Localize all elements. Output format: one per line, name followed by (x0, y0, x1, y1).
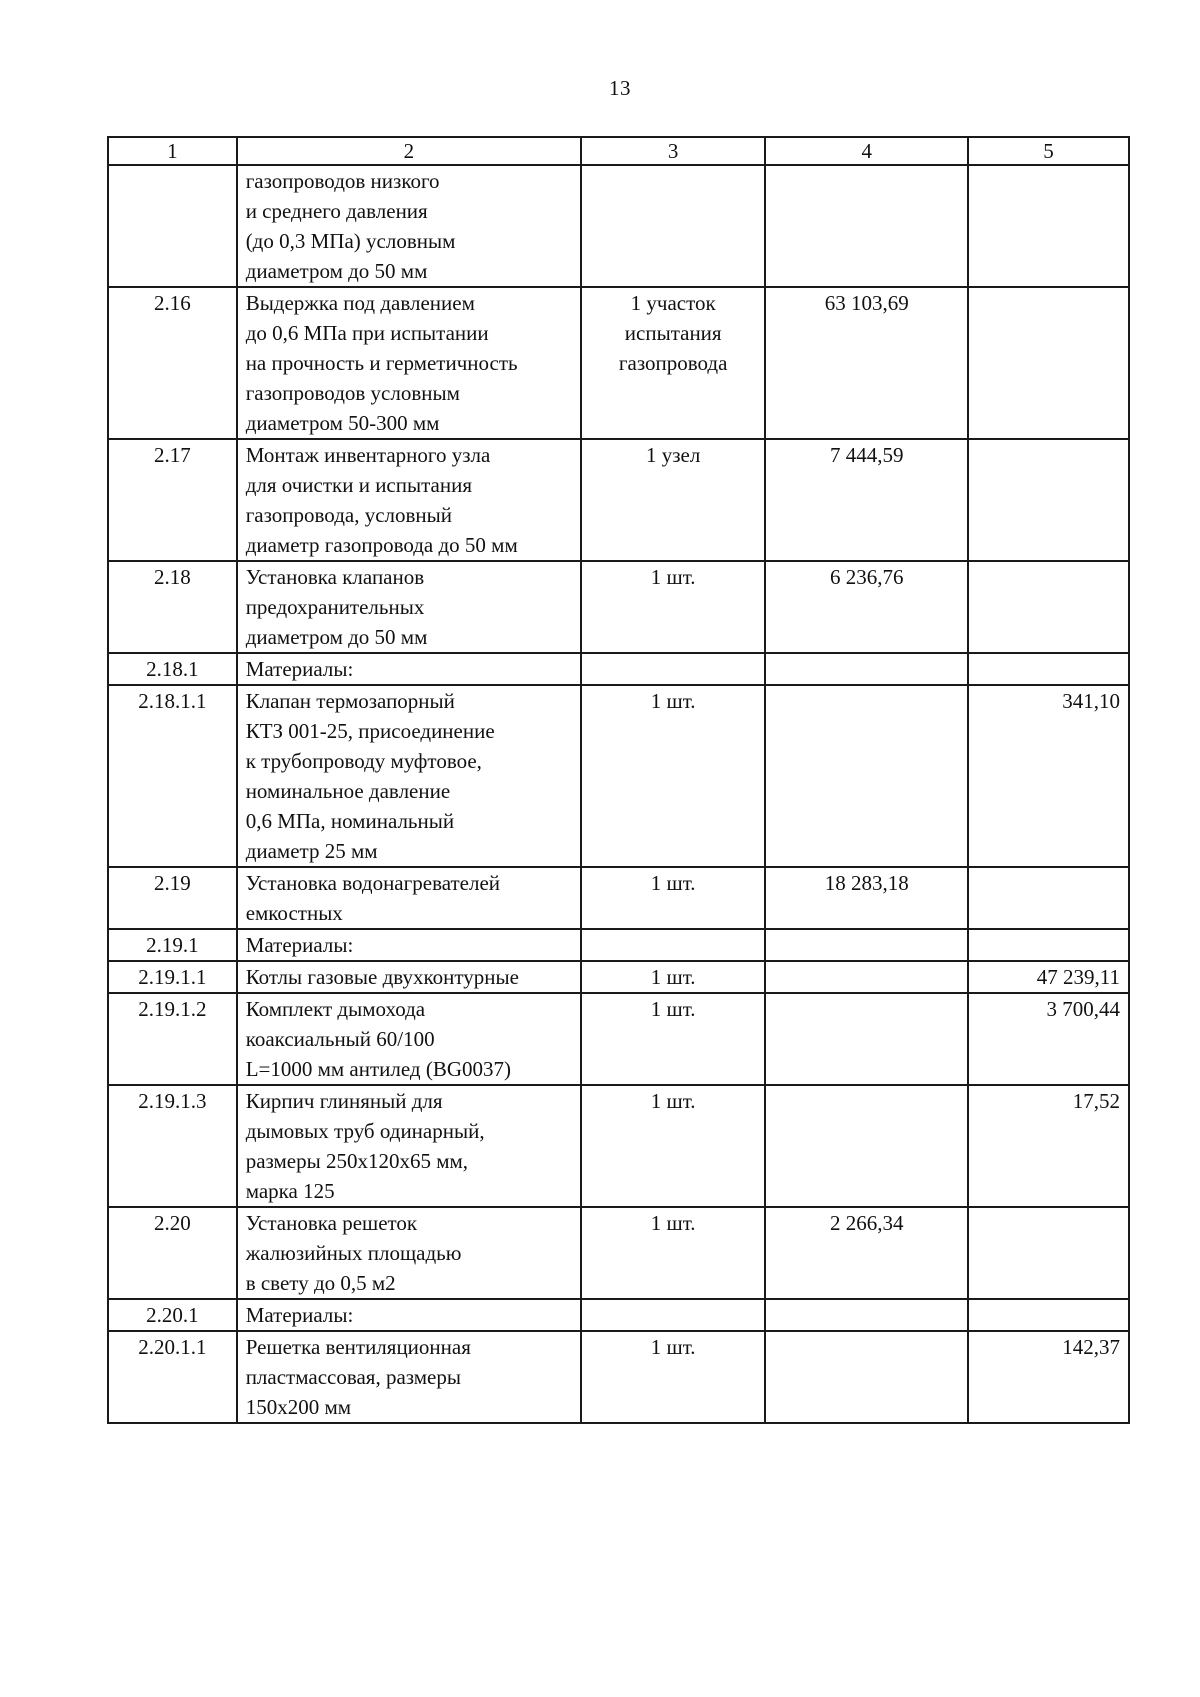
row-price (765, 1299, 968, 1331)
description-line: емкостных (245, 901, 343, 925)
row-description (237, 561, 581, 653)
unit-line: 1 шт. (650, 689, 696, 713)
row-price: 6 236,76 (765, 561, 968, 653)
row-unit (581, 439, 765, 561)
column-header: 5 (968, 137, 1129, 165)
description-line: диаметр газопровода до 50 мм (245, 533, 518, 557)
table-body (108, 165, 1129, 1423)
table-row (108, 685, 1129, 867)
row-unit (581, 561, 765, 653)
column-header: 3 (581, 137, 765, 165)
description-line: размеры 250x120x65 мм, (245, 1149, 469, 1173)
row-description (237, 685, 581, 867)
description-line: для очистки и испытания (245, 473, 472, 497)
unit-line: 1 узел (646, 443, 701, 467)
table-row (108, 439, 1129, 561)
description-line: 0,6 МПа, номинальный (245, 809, 455, 833)
row-number (108, 165, 237, 287)
unit-line: 1 шт. (650, 997, 696, 1021)
page-number: 13 (609, 76, 631, 100)
description-line: Установка водонагревателей (245, 871, 501, 895)
description-line: Выдержка под давлением (245, 291, 475, 315)
description-line: Материалы: (245, 933, 354, 957)
row-unit (581, 867, 765, 929)
row-price (765, 929, 968, 961)
row-number: 2.18.1.1 (108, 685, 237, 867)
row-material-price: 3 700,44 (968, 993, 1129, 1085)
description-line: Установка решеток (245, 1211, 418, 1235)
column-header: 4 (765, 137, 968, 165)
row-unit (581, 961, 765, 993)
description-line: диаметром до 50 мм (245, 259, 428, 283)
description-line: предохранительных (245, 595, 425, 619)
row-number: 2.20.1 (108, 1299, 237, 1331)
row-price (765, 1085, 968, 1207)
row-material-price (968, 165, 1129, 287)
row-number: 2.19.1.1 (108, 961, 237, 993)
description-line: номинальное давление (245, 779, 451, 803)
row-number: 2.20 (108, 1207, 237, 1299)
row-unit (581, 653, 765, 685)
row-price (765, 685, 968, 867)
table-row (108, 961, 1129, 993)
row-unit (581, 165, 765, 287)
row-description (237, 439, 581, 561)
row-description (237, 1299, 581, 1331)
row-description (237, 1085, 581, 1207)
row-description (237, 993, 581, 1085)
unit-line: 1 участок (630, 291, 716, 315)
table-row (108, 165, 1129, 287)
row-number: 2.19 (108, 867, 237, 929)
row-unit (581, 1207, 765, 1299)
description-line: газопроводов условным (245, 381, 460, 405)
unit-line: 1 шт. (650, 871, 696, 895)
description-line: Клапан термозапорный (245, 689, 455, 713)
row-number: 2.17 (108, 439, 237, 561)
table-row (108, 561, 1129, 653)
unit-line: 1 шт. (650, 965, 696, 989)
row-price: 18 283,18 (765, 867, 968, 929)
row-number: 2.19.1.2 (108, 993, 237, 1085)
description-line: жалюзийных площадью (245, 1241, 462, 1265)
description-line: Котлы газовые двухконтурные (245, 965, 519, 989)
table-row (108, 653, 1129, 685)
row-unit (581, 1085, 765, 1207)
description-line: до 0,6 МПа при испытании (245, 321, 489, 345)
description-line: L=1000 мм антилед (BG0037) (245, 1057, 512, 1081)
row-description (237, 1331, 581, 1423)
description-line: пластмассовая, размеры (245, 1365, 461, 1389)
description-line: Материалы: (245, 657, 354, 681)
description-line: Кирпич глиняный для (245, 1089, 443, 1113)
row-description (237, 867, 581, 929)
table-row (108, 1331, 1129, 1423)
row-description (237, 1207, 581, 1299)
description-line: марка 125 (245, 1179, 335, 1203)
row-unit (581, 929, 765, 961)
description-line: газопровода, условный (245, 503, 453, 527)
unit-line: газопровода (618, 351, 728, 375)
table-row (108, 287, 1129, 439)
description-line: в свету до 0,5 м2 (245, 1271, 396, 1295)
description-line: Комплект дымохода (245, 997, 426, 1021)
row-number: 2.18 (108, 561, 237, 653)
table-row (108, 1207, 1129, 1299)
description-line: газопроводов низкого (245, 169, 440, 193)
table-row (108, 929, 1129, 961)
row-material-price (968, 653, 1129, 685)
row-material-price (968, 439, 1129, 561)
description-line: диаметром 50-300 мм (245, 411, 440, 435)
description-line: дымовых труб одинарный, (245, 1119, 485, 1143)
row-number: 2.20.1.1 (108, 1331, 237, 1423)
table-row (108, 867, 1129, 929)
row-number: 2.19.1.3 (108, 1085, 237, 1207)
row-price (765, 961, 968, 993)
row-unit (581, 287, 765, 439)
description-line: КТЗ 001-25, присоединение (245, 719, 495, 743)
column-header: 2 (237, 137, 581, 165)
table-row (108, 1299, 1129, 1331)
description-line: на прочность и герметичность (245, 351, 518, 375)
row-price: 7 444,59 (765, 439, 968, 561)
unit-line: 1 шт. (650, 1089, 696, 1113)
row-material-price (968, 867, 1129, 929)
description-line: диаметром до 50 мм (245, 625, 428, 649)
row-price (765, 653, 968, 685)
row-description (237, 929, 581, 961)
row-material-price (968, 561, 1129, 653)
row-price: 2 266,34 (765, 1207, 968, 1299)
row-material-price: 17,52 (968, 1085, 1129, 1207)
column-header: 1 (108, 137, 237, 165)
row-price (765, 1331, 968, 1423)
unit-line: 1 шт. (650, 1335, 696, 1359)
table-row (108, 993, 1129, 1085)
row-unit (581, 993, 765, 1085)
row-description (237, 287, 581, 439)
row-description (237, 165, 581, 287)
description-line: диаметр 25 мм (245, 839, 378, 863)
unit-line: испытания (624, 321, 722, 345)
row-material-price (968, 1207, 1129, 1299)
row-number: 2.19.1 (108, 929, 237, 961)
row-material-price: 341,10 (968, 685, 1129, 867)
row-price (765, 165, 968, 287)
row-material-price (968, 1299, 1129, 1331)
unit-line: 1 шт. (650, 565, 696, 589)
row-description (237, 961, 581, 993)
row-unit (581, 1331, 765, 1423)
row-number: 2.16 (108, 287, 237, 439)
row-price: 63 103,69 (765, 287, 968, 439)
description-line: 150x200 мм (245, 1395, 352, 1419)
description-line: Материалы: (245, 1303, 354, 1327)
row-description (237, 653, 581, 685)
description-line: Установка клапанов (245, 565, 425, 589)
row-number: 2.18.1 (108, 653, 237, 685)
row-material-price (968, 287, 1129, 439)
description-line: Монтаж инвентарного узла (245, 443, 491, 467)
description-line: Решетка вентиляционная (245, 1335, 471, 1359)
description-line: и среднего давления (245, 199, 428, 223)
description-line: к трубопроводу муфтовое, (245, 749, 482, 773)
row-price (765, 993, 968, 1085)
row-unit (581, 685, 765, 867)
row-unit (581, 1299, 765, 1331)
table-header-row (108, 137, 1129, 165)
price-table (107, 136, 1130, 1424)
row-material-price: 47 239,11 (968, 961, 1129, 993)
row-material-price: 142,37 (968, 1331, 1129, 1423)
table-row (108, 1085, 1129, 1207)
unit-line: 1 шт. (650, 1211, 696, 1235)
description-line: коаксиальный 60/100 (245, 1027, 435, 1051)
description-line: (до 0,3 МПа) условным (245, 229, 456, 253)
row-material-price (968, 929, 1129, 961)
